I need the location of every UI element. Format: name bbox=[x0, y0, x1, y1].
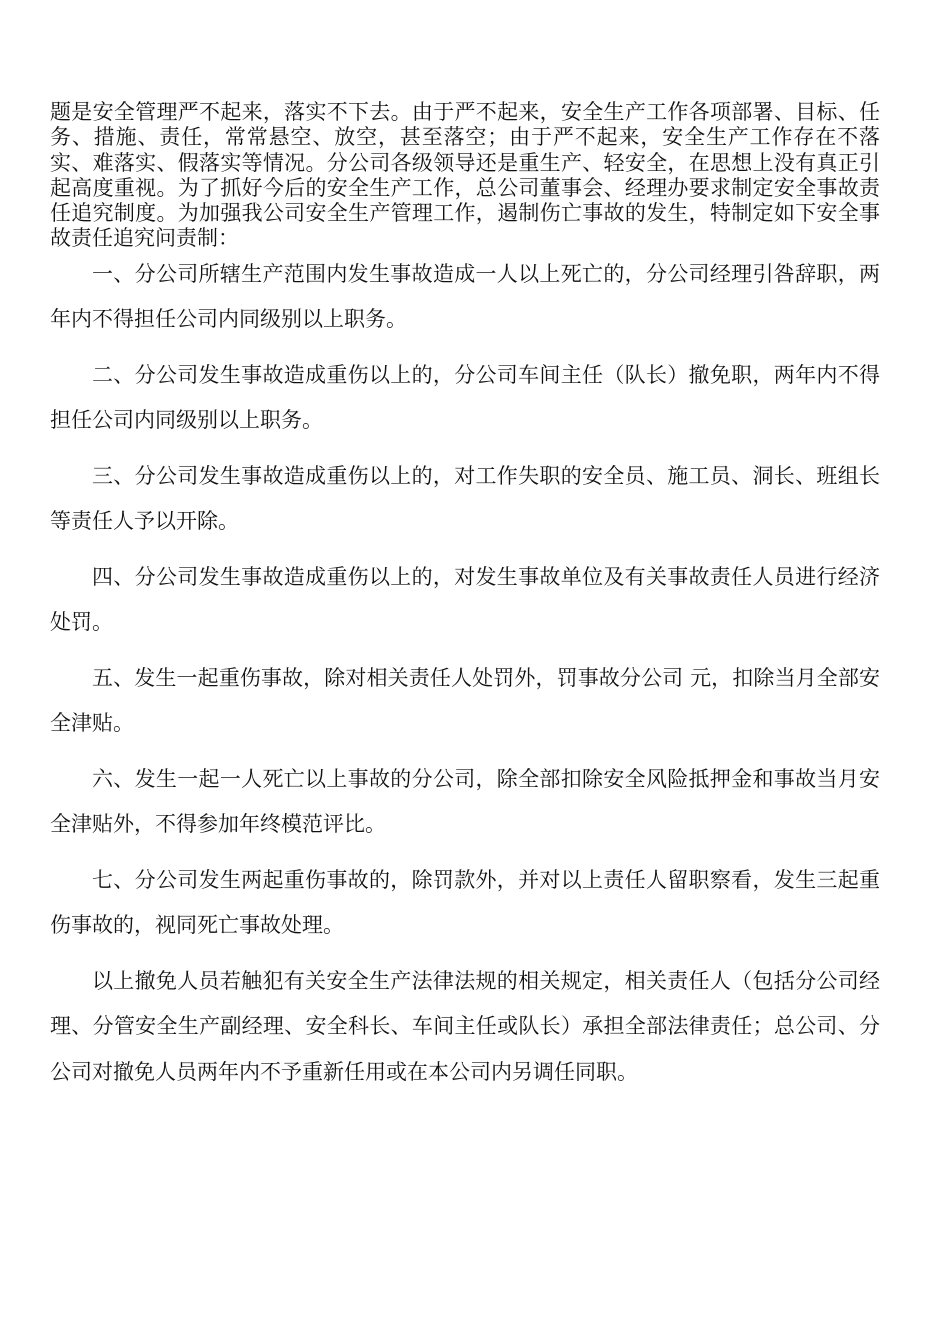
document-page bbox=[50, 100, 880, 1095]
clause-7: 七、分公司发生两起重伤事故的，除罚款外，并对以上责任人留职察看，发生三起重伤事故的，视同死亡事故处理。 bbox=[50, 867, 880, 938]
clause-list bbox=[50, 252, 880, 949]
clause-4: 四、分公司发生事故造成重伤以上的，对发生事故单位及有关事故责任人员进行经济处罚。 bbox=[50, 564, 880, 635]
intro-paragraph: 题是安全管理严不起来，落实不下去。由于严不起来，安全生产工作各项部署、目标、任务、措施、责任，常常悬空、放空，甚至落空；由于严不起来，安全生产工作存在不落实、难落实、假落实等情况。分公司各级领导还是重生产、轻安全，在思想上没有真正引起高度重视。为了抓好今后的安全生产工作，总公司董事会、经理办要求制定安全事故责任追究制度。为加强我公司安全生产管理工作，遏制伤亡事故的发生，特制定如下安全事故责任追究问责制： bbox=[50, 100, 880, 251]
clause-6: 六、发生一起一人死亡以上事故的分公司，除全部扣除安全风险抵押金和事故当月安全津贴外，不得参加年终模范评比。 bbox=[50, 766, 880, 837]
clause-2: 二、分公司发生事故造成重伤以上的，分公司车间主任（队长）撤免职，两年内不得担任公司内同级别以上职务。 bbox=[50, 362, 880, 433]
clause-3: 三、分公司发生事故造成重伤以上的，对工作失职的安全员、施工员、洞长、班组长等责任人予以开除。 bbox=[50, 463, 880, 534]
closing-paragraph: 以上撤免人员若触犯有关安全生产法律法规的相关规定，相关责任人（包括分公司经理、分管安全生产副经理、安全科长、车间主任或队长）承担全部法律责任；总公司、分公司对撤免人员两年内不予重新任用或在本公司内另调任同职。 bbox=[50, 968, 880, 1084]
clause-1: 一、分公司所辖生产范围内发生事故造成一人以上死亡的，分公司经理引咎辞职，两年内不得担任公司内同级别以上职务。 bbox=[50, 261, 880, 332]
clause-5: 五、发生一起重伤事故，除对相关责任人处罚外，罚事故分公司 元，扣除当月全部安全津贴。 bbox=[50, 665, 880, 736]
